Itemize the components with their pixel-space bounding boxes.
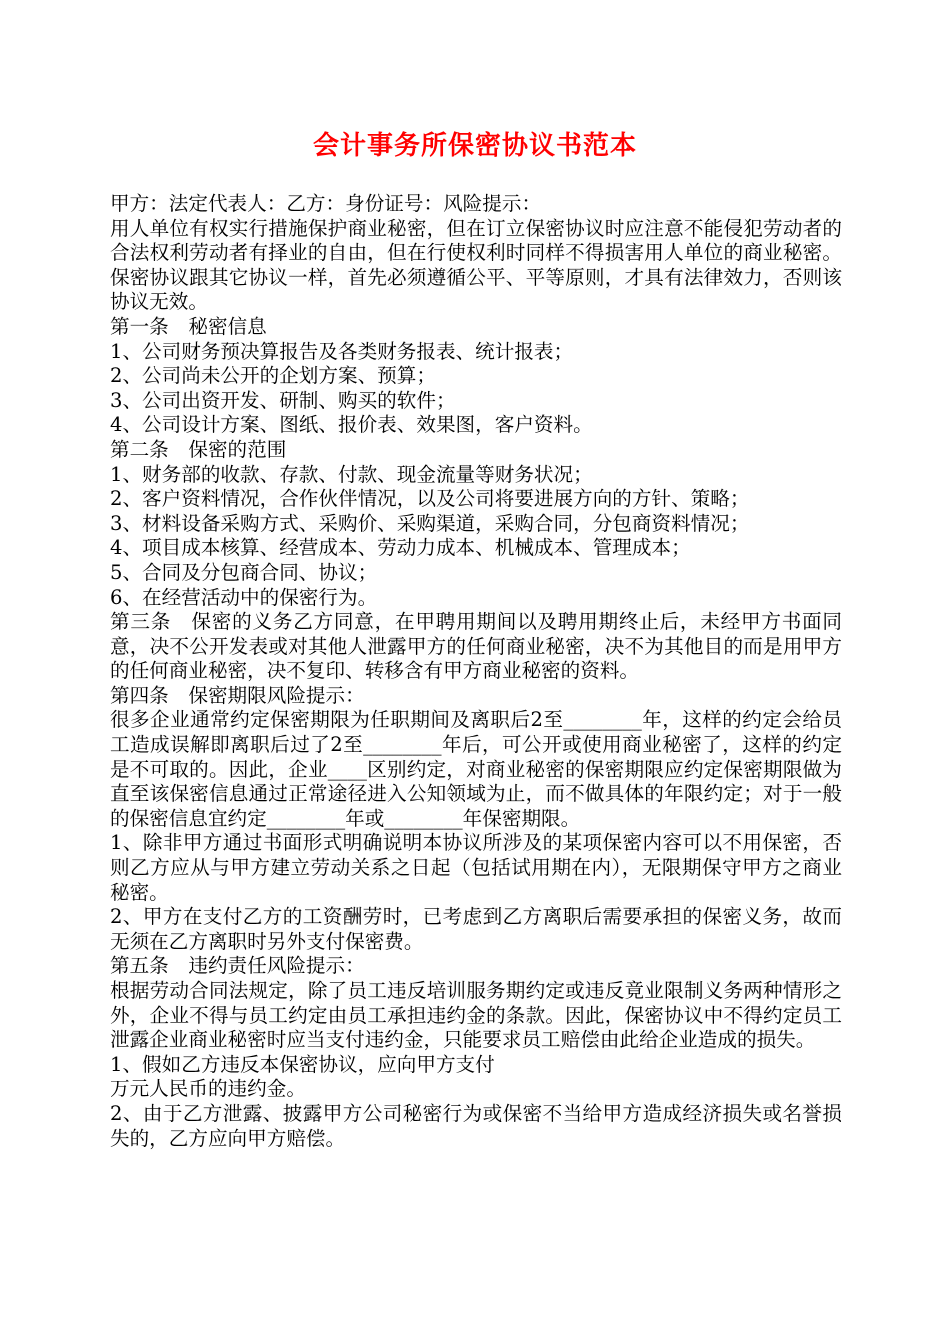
article-2-item-3: 3、材料设备采购方式、采购价、采购渠道，采购合同，分包商资料情况； [110, 511, 750, 535]
article-5-item-1: 1、假如乙方违反本保密协议，应向甲方支付 [110, 1052, 495, 1076]
document-body [110, 192, 842, 1151]
article-2-item-4: 4、项目成本核算、经营成本、劳动力成本、机械成本、管理成本； [110, 536, 691, 560]
article-2-item-6: 6、在经营活动中的保密行为。 [110, 585, 378, 609]
article-5-risk-text: 根据劳动合同法规定，除了员工违反培训服务期约定或违反竟业限制义务两种情形之外，企业不得与员工约定由员工承担违约金的条款。因此，保密协议中不得约定员工泄露企业商业秘密时应当支付违约金，只能要求员工赔偿由此给企业造成的损失。 [110, 979, 842, 1052]
article-1-item-3: 3、公司出资开发、研制、购买的软件； [110, 388, 456, 412]
article-3-text: 第三条 保密的义务乙方同意，在甲聘用期间以及聘用期终止后，未经甲方书面同意，决不公开发表或对其他人泄露甲方的任何商业秘密，决不为其他目的而是用甲方的任何商业秘密，决不复印、转移含有甲方商业秘密的资料。 [110, 610, 842, 683]
article-1-item-2: 2、公司尚未公开的企划方案、预算； [110, 364, 436, 388]
document-title: 会计事务所保密协议书范本 [312, 131, 637, 161]
article-4-item-1: 1、除非甲方通过书面形式明确说明本协议所涉及的某项保密内容可以不用保密，否则乙方应从与甲方建立劳动关系之日起（包括试用期在内），无限期保守甲方之商业秘密。 [110, 831, 842, 904]
article-5-item-1-cont: 万元人民币的违约金。 [110, 1077, 306, 1101]
article-2-item-1: 1、财务部的收款、存款、付款、现金流量等财务状况； [110, 462, 593, 486]
article-5-heading: 第五条 违约责任风险提示： [110, 954, 365, 978]
paragraph-risk-intro: 用人单位有权实行措施保护商业秘密，但在订立保密协议时应注意不能侵犯劳动者的合法权利劳动者有择业的自由，但在行使权利时同样不得损害用人单位的商业秘密。保密协议跟其它协议一样，首先必须遵循公平、平等原则，才具有法律效力，否则该协议无效。 [110, 216, 842, 314]
article-1-item-4: 4、公司设计方案、图纸、报价表、效果图，客户资料。 [110, 413, 593, 437]
article-2-heading: 第二条 保密的范围 [110, 437, 287, 461]
article-1-heading: 第一条 秘密信息 [110, 314, 267, 338]
article-2-item-5: 5、合同及分包商合同、协议； [110, 560, 378, 584]
article-1-item-1: 1、公司财务预决算报告及各类财务报表、统计报表； [110, 339, 574, 363]
article-5-item-2: 2、由于乙方泄露、披露甲方公司秘密行为或保密不当给甲方造成经济损失或名誉损失的，乙方应向甲方赔偿。 [110, 1101, 842, 1150]
article-4-heading: 第四条 保密期限风险提示： [110, 683, 365, 707]
paragraph-parties: 甲方：法定代表人：乙方：身份证号：风险提示： [110, 192, 542, 215]
article-4-item-2: 2、甲方在支付乙方的工资酬劳时，已考虑到乙方离职后需要承担的保密义务，故而无须在乙方离职时另外支付保密费。 [110, 905, 842, 953]
article-2-item-2: 2、客户资料情况，合作伙伴情况，以及公司将要进展方向的方针、策略； [110, 487, 750, 511]
article-4-risk-text: 很多企业通常约定保密期限为任职期间及离职后2至________年，这样的约定会给员工造成误解即离职后过了2至________年后，可公开或使用商业秘密了，这样的约定是不可取的。因此，企业____区别约定，对商业秘密的保密期限应约定保密期限做为直至该保密信息通过正常途径进入公知领域为止，而不做具体的年限约定；对于一般的保密信息宜约定________年或________年保密期限。 [110, 708, 842, 830]
